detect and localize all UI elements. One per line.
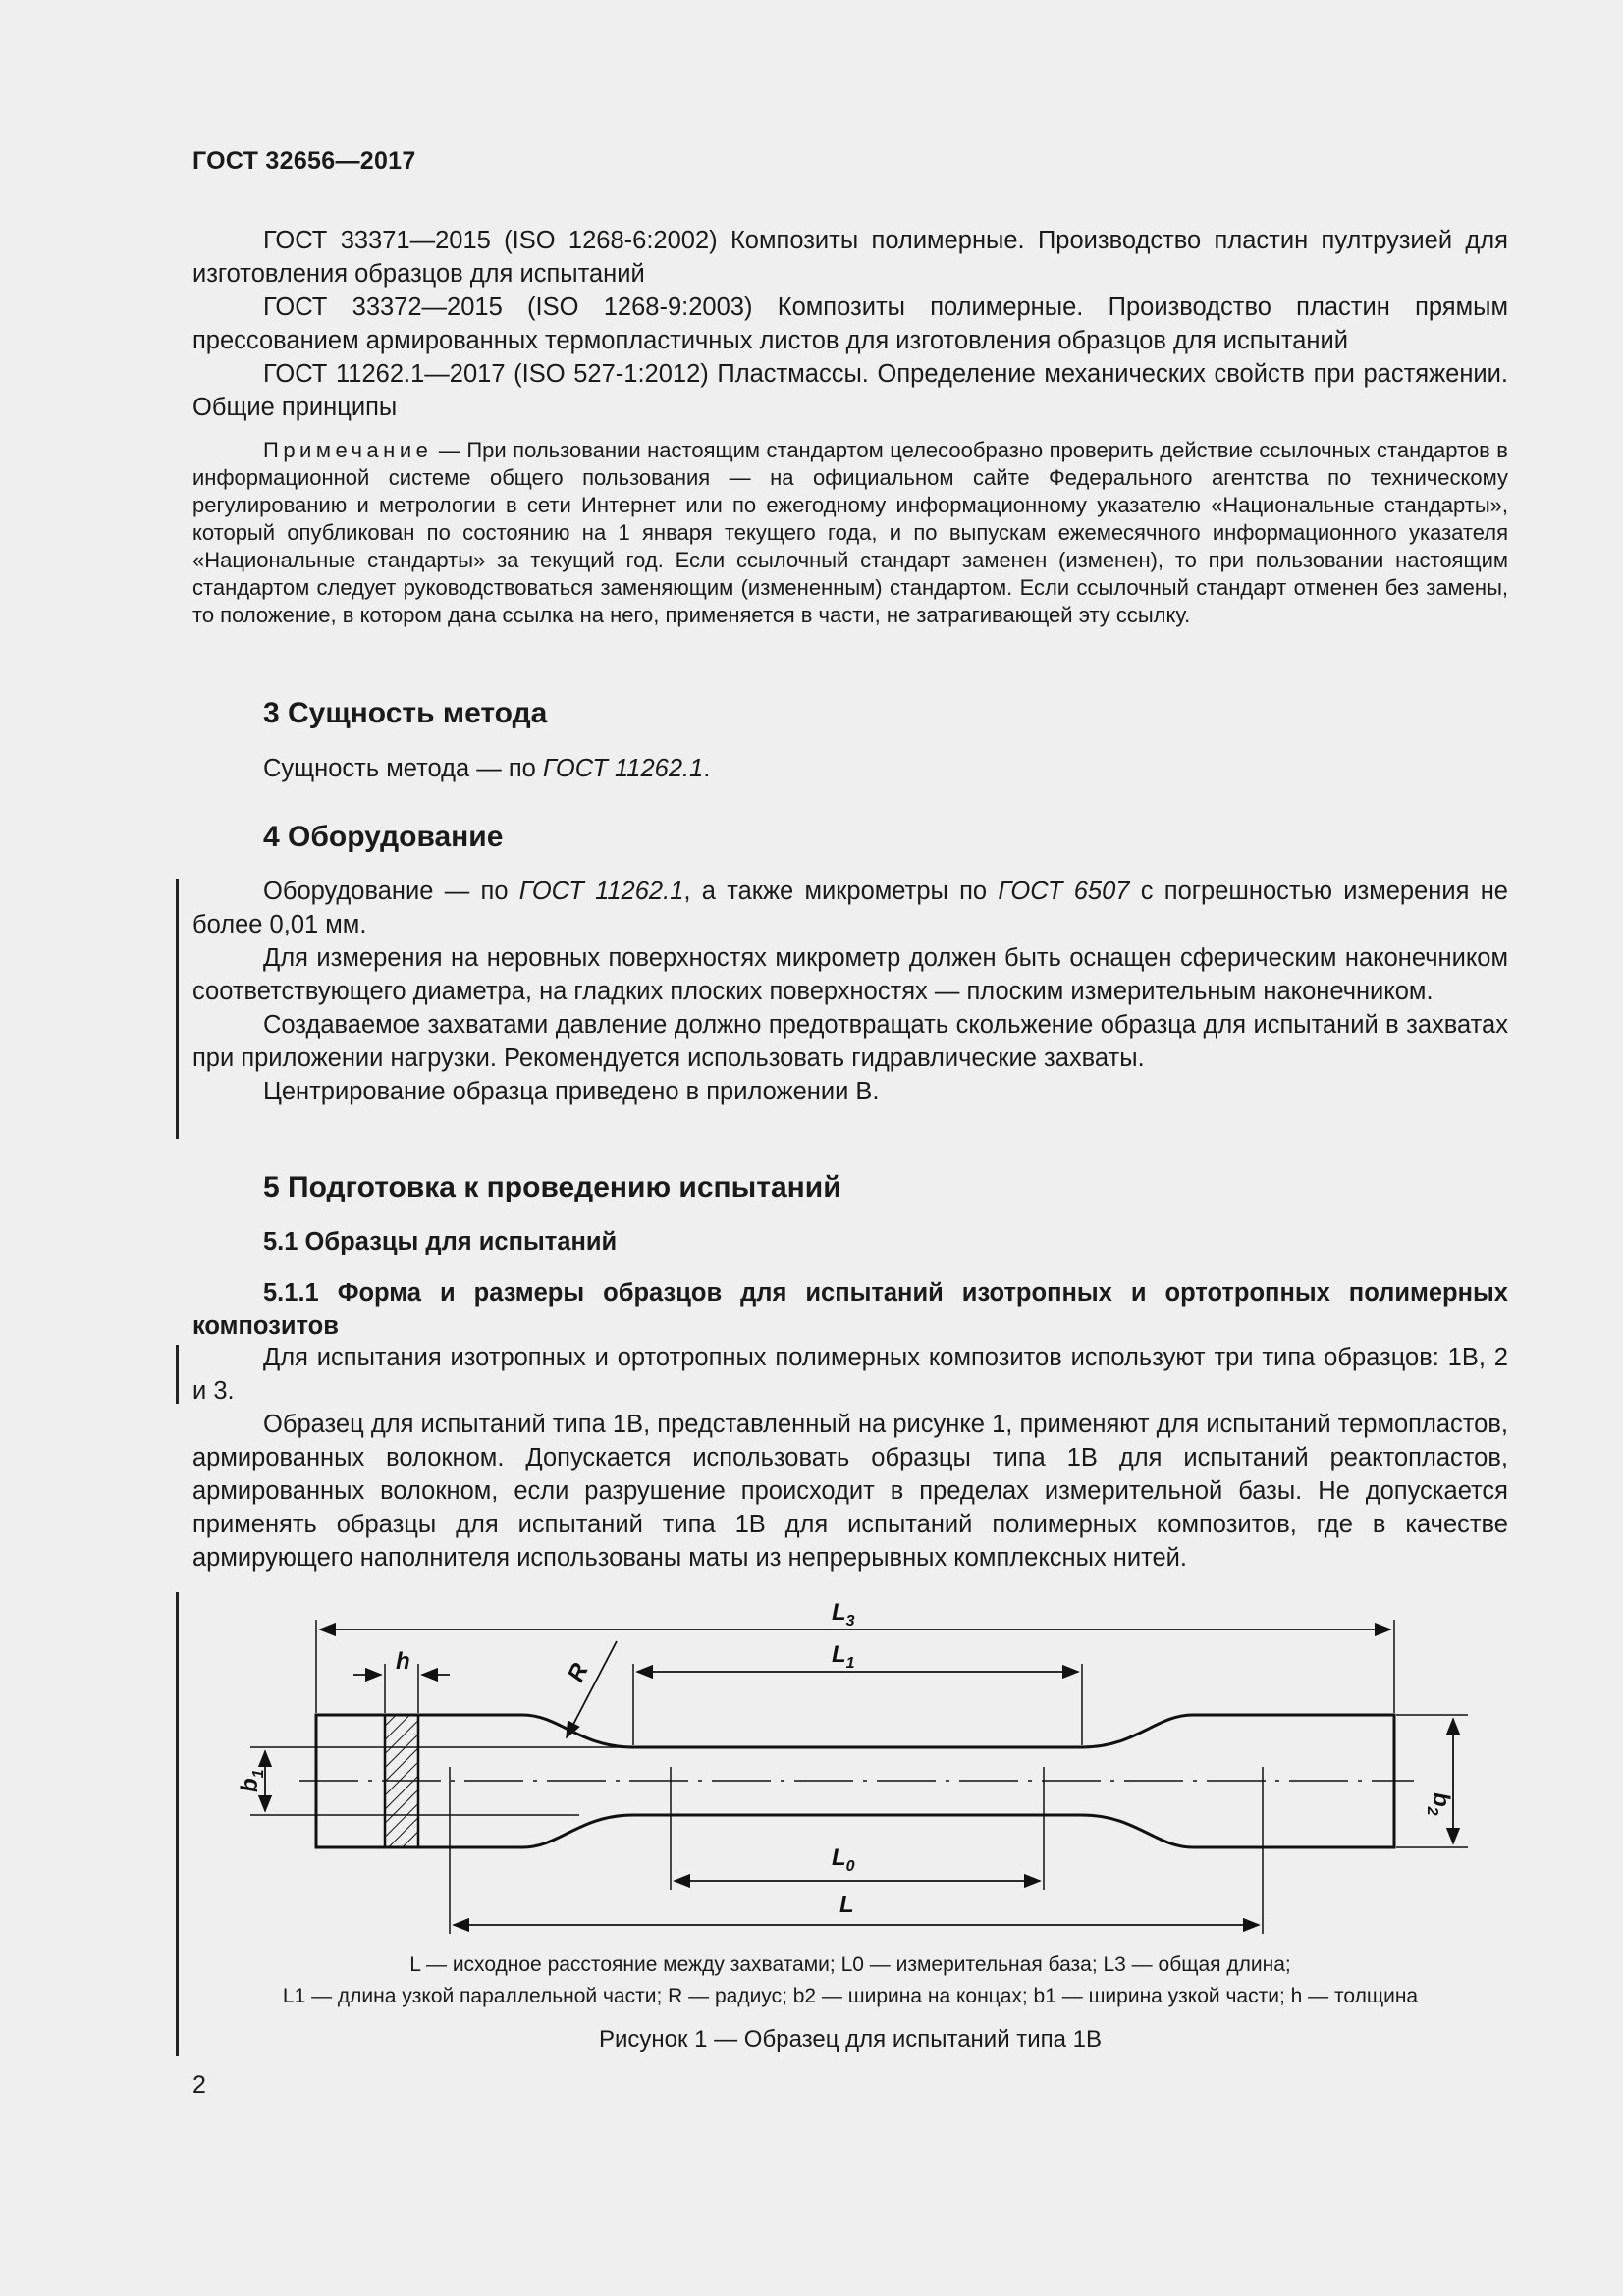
figure-caption: Рисунок 1 — Образец для испытаний типа 1В — [598, 2026, 1103, 2053]
paragraph: Для измерения на неровных поверхностях микрометр должен быть оснащен сферическим наконечником соответствующего диаметра, на гладких плоских поверхностях — плоским измерительным наконечником. — [192, 944, 1508, 1005]
label-L1: $L_1$ — [832, 1641, 855, 1672]
ref-link: ГОСТ 6507 — [998, 878, 1130, 905]
subsection-5-1-heading: 5.1 Образцы для испытаний — [263, 1228, 618, 1255]
section-4-heading: 4 Оборудование — [263, 821, 504, 853]
paragraph: Центрирование образца приведено в приложении В. — [263, 1078, 880, 1105]
section-5-heading: 5 Подготовка к проведению испытаний — [263, 1171, 841, 1203]
label-b1: $b_1$ — [237, 1769, 267, 1792]
subsection-5-1-1-heading: 5.1.1 Форма и размеры образцов для испытаний изотропных и ортотропных полимерных композитов — [192, 1279, 1508, 1340]
reference-item: ГОСТ 33372—2015 (ISO 1268-9:2003) Композиты полимерные. Производство пластин прямым прессованием армированных термопластичных листов для изготовления образцов для испытаний — [192, 294, 1508, 354]
reference-item: ГОСТ 33371—2015 (ISO 1268-6:2002) Композиты полимерные. Производство пластин пултрузией для изготовления образцов для испытаний — [192, 227, 1508, 288]
dim-R-leader — [567, 1641, 617, 1737]
paragraph: Создаваемое захватами давление должно предотвращать скольжение образца для испытаний в захватах при приложении нагрузки. Рекомендуется использовать гидравлические захваты. — [192, 1011, 1508, 1072]
ref-link: ГОСТ 11262.1 — [542, 755, 704, 782]
reference-item: ГОСТ 11262.1—2017 (ISO 527-1:2012) Пластмассы. Определение механических свойств при растяжении. Общие принципы — [192, 360, 1508, 421]
label-b2: $b_2$ — [1424, 1792, 1454, 1816]
text: Оборудование — по — [263, 878, 519, 905]
paragraph: Для испытания изотропных и ортотропных полимерных композитов используют три типа образцов: 1В, 2 и 3. — [192, 1344, 1508, 1405]
figure-legend-line-2: L1 — длина узкой параллельной части; R — радиус; b2 — ширина на концах; b1 — ширина узкой части; h — толщина — [282, 1985, 1419, 2007]
ref-link: ГОСТ 11262.1 — [518, 878, 684, 905]
label-L3: $L_3$ — [832, 1599, 855, 1629]
section-3-heading: 3 Сущность метода — [263, 697, 548, 729]
document-code-header: ГОСТ 32656—2017 — [192, 147, 416, 175]
note-text: — При пользовании настоящим стандартом целесообразно проверить действие ссылочных стандартов в информационной системе общего пользования — на официальном сайте Федерального агентства по техническому регулированию и метрологии в сети Интернет или по ежегодному информационному указателю «Национальные стандарты», который опубликован по состоянию на 1 января текущего года, и по выпускам ежемесячного информационного указателя «Национальные стандарты» за текущий год. Если ссылочный стандарт заменен (изменен), то при пользовании настоящим стандартом следует руководствоваться заменяющим (измененным) стандартом. Если ссылочный стандарт отменен без замены, то положение, в котором дана ссылка на него, применяется в части, не затрагивающей эту ссылку. — [192, 438, 1508, 627]
label-L: L — [839, 1892, 854, 1918]
note-label: Примечание — [263, 438, 433, 462]
label-R: R — [562, 1659, 594, 1686]
label-h: h — [396, 1648, 410, 1675]
label-L0: $L_0$ — [832, 1844, 855, 1875]
paragraph: Образец для испытаний типа 1В, представленный на рисунке 1, применяют для испытаний термопластов, армированных волокном. Допускается использовать образцы типа 1В для испытаний реактопластов, армированных волокном, если разрушение происходит в пределах измерительной базы. Не допускается применять образцы для испытаний типа 1В для испытаний полимерных композитов, где в качестве армирующего наполнителя использованы маты из непрерывных комплексных нитей. — [192, 1411, 1508, 1572]
text: Сущность метода — по — [263, 755, 543, 782]
text: с погрешностью измерения не более 0,01 мм. — [192, 878, 1508, 938]
figure-legend-line-1: L — исходное расстояние между захватами; L0 — измерительная база; L3 — общая длина; — [409, 1953, 1291, 1976]
extension-lines — [250, 1620, 1468, 1934]
page-number: 2 — [192, 2071, 206, 2099]
text: . — [703, 755, 711, 782]
text: , а также микрометры по — [683, 878, 999, 905]
